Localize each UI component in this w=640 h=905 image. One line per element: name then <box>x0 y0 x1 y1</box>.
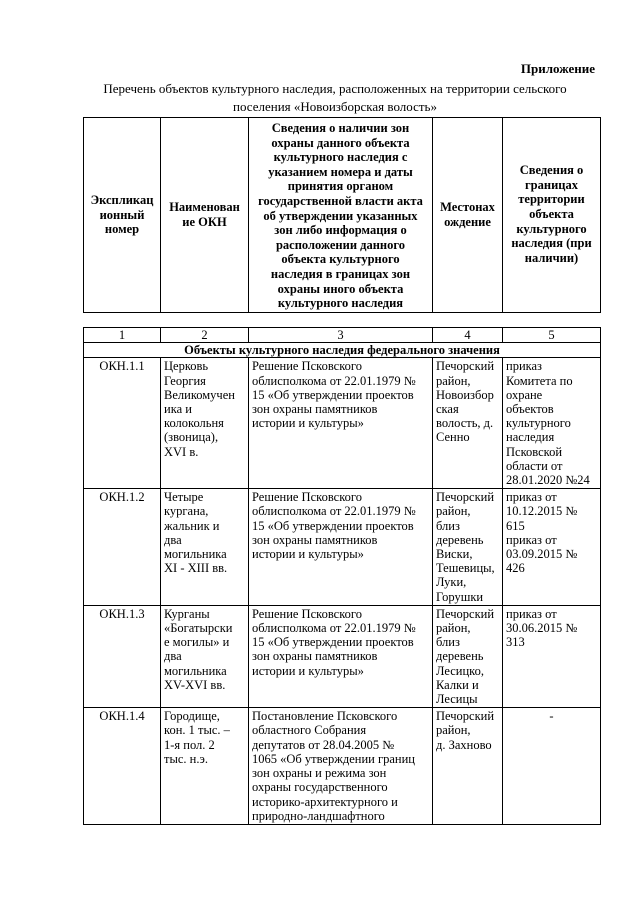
object-name-line: XI - XIII вв. <box>164 561 228 576</box>
header-cell-location <box>433 118 503 313</box>
header-text-line: принятия органом <box>287 179 394 194</box>
header-cell-number <box>84 118 161 313</box>
table-row <box>84 489 601 606</box>
territory-boundaries-line: культурного <box>506 416 571 431</box>
territory-boundaries-line: 615 <box>506 518 525 533</box>
header-text-line: ождение <box>444 214 491 229</box>
object-location-line: Сенно <box>436 430 470 445</box>
protection-zones-line: депутатов от 28.04.2005 № <box>252 737 395 752</box>
object-location-line: д. Захново <box>436 737 492 752</box>
object-location-line: деревень <box>436 649 484 664</box>
header-text-line: государственной власти акта <box>258 193 423 208</box>
header-text-line: наследия в границах зон <box>270 266 411 281</box>
object-location-line: Печорский <box>436 709 495 724</box>
header-table <box>83 117 601 313</box>
protection-zones <box>249 605 433 707</box>
object-code: ОКН.1.3 <box>84 605 161 707</box>
object-code: ОКН.1.1 <box>84 358 161 489</box>
territory-boundaries-line: 30.06.2015 № <box>506 621 578 636</box>
section-row <box>84 343 601 358</box>
object-location-line: район, <box>436 373 471 388</box>
column-number-row <box>84 328 601 343</box>
territory-boundaries-line: Комитета по <box>506 373 573 388</box>
header-text-line: Местонах <box>440 200 495 215</box>
header-cell-boundaries <box>503 118 601 313</box>
header-text-line: указанием номера и даты <box>268 164 413 179</box>
territory-boundaries-line: объектов <box>506 402 554 417</box>
objects-table <box>83 327 601 825</box>
protection-zones-line: зон охраны памятников <box>252 402 378 417</box>
protection-zones-line: Решение Псковского <box>252 490 362 505</box>
object-location-line: район, <box>436 723 471 738</box>
protection-zones-line: Постановление Псковского <box>252 709 398 724</box>
object-location-line: Луки, <box>436 575 467 590</box>
header-text-line: культурного наследия <box>277 296 404 311</box>
object-name-line: тыс. н.э. <box>164 751 208 766</box>
header-text-line: расположении данного <box>275 237 405 252</box>
protection-zones-line: охраны государственного <box>252 780 388 795</box>
territory-boundaries-line: 10.12.2015 № <box>506 504 578 519</box>
header-text-line: наследия (при <box>511 236 592 251</box>
header-text-line: ионный <box>99 207 145 222</box>
header-text-line: об утверждении указанных <box>263 208 418 223</box>
object-location <box>433 489 503 606</box>
object-name-line: ика и <box>164 402 192 417</box>
object-location-line: район, <box>436 504 471 519</box>
header-text-line: охраны иного объекта <box>277 281 404 296</box>
header-text-line: Сведения о наличии зон <box>271 121 410 135</box>
protection-zones-line: Решение Псковского <box>252 359 362 374</box>
protection-zones-line: 15 «Об утверждении проектов <box>252 518 414 533</box>
header-text-line: культурного <box>516 221 587 236</box>
territory-boundaries <box>503 708 601 825</box>
object-name-line: Великомучен <box>164 387 235 402</box>
protection-zones-line: зон охраны и режима зон <box>252 766 387 781</box>
protection-zones-line: облисполкома от 22.01.1979 № <box>252 373 416 388</box>
object-name-line: «Богатырски <box>164 621 233 636</box>
protection-zones <box>249 708 433 825</box>
object-location-line: близ <box>436 518 460 533</box>
object-name-line: (звоница), <box>164 430 219 445</box>
table-row <box>84 358 601 489</box>
object-name-line: два <box>164 649 182 664</box>
object-location-line: ская <box>436 402 459 417</box>
document-title <box>70 80 600 116</box>
title-line: поселения «Новоизборская волость» <box>233 99 437 114</box>
object-name-line: два <box>164 532 182 547</box>
object-location-line: Печорский <box>436 606 495 621</box>
header-cell-name <box>161 118 249 313</box>
appendix-label: Приложение <box>520 61 595 76</box>
protection-zones-line: областного Собрания <box>252 723 367 738</box>
protection-zones <box>249 489 433 606</box>
territory-boundaries-line: области от <box>506 458 563 473</box>
table-row <box>84 605 601 707</box>
object-location <box>433 358 503 489</box>
header-text-line: объекта <box>529 207 574 222</box>
territory-boundaries <box>503 489 601 606</box>
object-name-line: колокольня <box>164 416 224 431</box>
territory-boundaries-line: Псковской <box>506 444 563 459</box>
header-cell-zones <box>249 118 433 313</box>
section-title: Объекты культурного наследия федерального значения <box>84 343 601 358</box>
object-name-line: кон. 1 тыс. – <box>164 723 230 738</box>
object-name <box>161 489 249 606</box>
header-text-line: культурного наследия с <box>273 150 408 165</box>
protection-zones-line: Решение Псковского <box>252 606 362 621</box>
object-name <box>161 358 249 489</box>
header-text-line: наличии) <box>524 250 579 265</box>
object-location-line: Печорский <box>436 490 495 505</box>
header-text-line: ие ОКН <box>182 214 227 229</box>
object-name-line: могильника <box>164 663 227 678</box>
protection-zones-line: облисполкома от 22.01.1979 № <box>252 621 416 636</box>
territory-boundaries-line: - <box>549 709 554 724</box>
protection-zones-line: природно-ландшафтного <box>252 808 385 823</box>
object-name-line: Городище, <box>164 709 220 724</box>
object-code: ОКН.1.2 <box>84 489 161 606</box>
territory-boundaries-line: наследия <box>506 430 555 445</box>
object-name-line: XV-XVI вв. <box>164 677 226 692</box>
header-text-line: номер <box>104 222 140 237</box>
protection-zones-line: историко-архитектурного и <box>252 794 398 809</box>
object-location-line: деревень <box>436 532 484 547</box>
protection-zones-line: зон охраны памятников <box>252 532 378 547</box>
territory-boundaries-line: приказ от <box>506 606 557 621</box>
territory-boundaries-line: 426 <box>506 561 525 576</box>
header-text-line: Экспликац <box>90 192 154 207</box>
territory-boundaries-line: охране <box>506 387 543 402</box>
column-number: 2 <box>161 328 249 343</box>
object-name-line: кургана, <box>164 504 209 519</box>
object-location-line: Тешевицы, <box>436 561 495 576</box>
territory-boundaries-line: приказ от <box>506 490 557 505</box>
protection-zones <box>249 358 433 489</box>
object-name-line: 1-я пол. 2 <box>164 737 215 752</box>
object-name <box>161 605 249 707</box>
protection-zones-line: истории и культуры» <box>252 547 364 562</box>
header-text-line: зон либо информация о <box>274 223 407 238</box>
object-location-line: Лесицко, <box>436 663 484 678</box>
territory-boundaries <box>503 358 601 489</box>
object-location-line: Виски, <box>436 547 473 562</box>
object-location <box>433 708 503 825</box>
object-location-line: район, <box>436 621 471 636</box>
object-location-line: Горушки <box>436 589 484 604</box>
object-name <box>161 708 249 825</box>
header-text-line: охраны данного объекта <box>271 135 410 150</box>
column-number: 1 <box>84 328 161 343</box>
header-text-line: границах <box>525 177 578 192</box>
object-name-line: могильника <box>164 547 227 562</box>
protection-zones-line: зон охраны памятников <box>252 649 378 664</box>
object-location-line: Новоизбор <box>436 387 494 402</box>
header-text-line: территории <box>518 192 585 207</box>
territory-boundaries-line: 313 <box>506 635 525 650</box>
title-line: Перечень объектов культурного наследия, расположенных на территории сельского <box>103 81 567 96</box>
territory-boundaries-line: 28.01.2020 №24 <box>506 473 590 488</box>
header-text-line: объекта культурного <box>281 252 400 267</box>
protection-zones-line: истории и культуры» <box>252 416 364 431</box>
object-location-line: Лесицы <box>436 692 478 707</box>
object-name-line: Курганы <box>164 606 210 621</box>
territory-boundaries-line: приказ <box>506 359 542 374</box>
territory-boundaries-line: 03.09.2015 № <box>506 547 578 562</box>
object-name-line: Четыре <box>164 490 204 505</box>
territory-boundaries-line: приказ от <box>506 532 557 547</box>
header-text-line: Наименован <box>169 200 240 215</box>
object-location-line: волость, д. <box>436 416 494 431</box>
object-location-line: близ <box>436 635 460 650</box>
object-location-line: Печорский <box>436 359 495 374</box>
column-number: 5 <box>503 328 601 343</box>
object-code: ОКН.1.4 <box>84 708 161 825</box>
column-number: 4 <box>433 328 503 343</box>
protection-zones-line: истории и культуры» <box>252 663 364 678</box>
header-text-line: Сведения о <box>519 163 584 178</box>
table-row <box>84 708 601 825</box>
object-name-line: жальник и <box>164 518 220 533</box>
object-name-line: XVI в. <box>164 444 199 459</box>
protection-zones-line: облисполкома от 22.01.1979 № <box>252 504 416 519</box>
territory-boundaries <box>503 605 601 707</box>
column-number: 3 <box>249 328 433 343</box>
object-name-line: Церковь <box>164 359 209 374</box>
protection-zones-line: 15 «Об утверждении проектов <box>252 387 414 402</box>
protection-zones-line: 1065 «Об утверждении границ <box>252 751 415 766</box>
object-name-line: е могилы» и <box>164 635 230 650</box>
object-name-line: Георгия <box>164 373 206 388</box>
object-location <box>433 605 503 707</box>
object-location-line: Калки и <box>436 677 479 692</box>
protection-zones-line: 15 «Об утверждении проектов <box>252 635 414 650</box>
